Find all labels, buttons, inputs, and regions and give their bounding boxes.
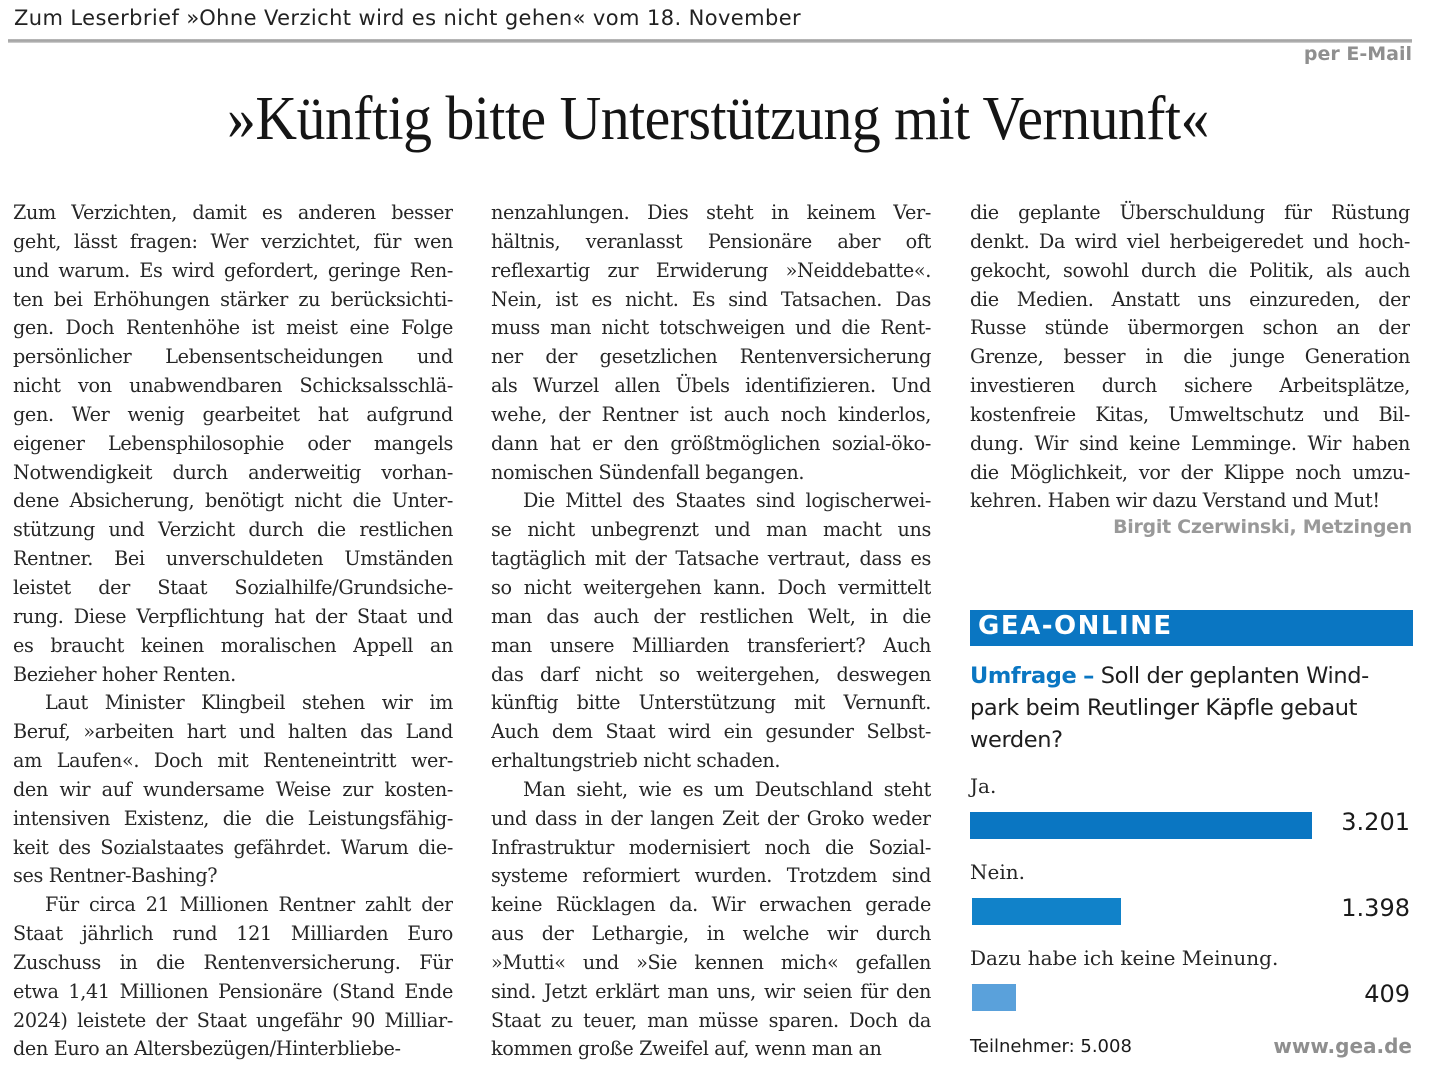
article-line: wehe, der Rentner ist auch noch kinderlos, bbox=[491, 402, 931, 426]
article-line: nomischen Sündenfall begangen. bbox=[491, 460, 805, 484]
article-line: erhaltungstrieb nicht schaden. bbox=[491, 749, 781, 773]
article-line: Für circa 21 Millionen Rentner zahlt der bbox=[45, 893, 453, 917]
article-line: ner der gesetzlichen Rentenversicherung bbox=[491, 345, 931, 369]
article-line: se nicht unbegrenzt und man macht uns bbox=[491, 518, 931, 542]
poll-option-value: 1.398 bbox=[1341, 894, 1410, 922]
article-line: Staat zu teuer, man müsse sparen. Doch da bbox=[491, 1008, 931, 1032]
article-line: sind. Jetzt erklärt man uns, wir seien für den bbox=[491, 979, 931, 1003]
article-line: gen. Doch Rentenhöhe ist meist eine Folge bbox=[13, 316, 453, 340]
article-line: gen. Wer wenig gearbeitet hat aufgrund bbox=[13, 402, 453, 426]
article-line: keine Rücklagen da. Wir erwachen gerade bbox=[491, 893, 931, 917]
poll-option-label: Ja. bbox=[970, 774, 997, 798]
article-line: die Möglichkeit, vor der Klippe noch umzu- bbox=[970, 460, 1410, 484]
article-line: am Laufen«. Doch mit Renteneintritt wer- bbox=[13, 749, 453, 773]
article-line: Beruf, »arbeiten hart und halten das Land bbox=[13, 720, 453, 744]
source-label: per E-Mail bbox=[1303, 43, 1412, 65]
article-line: Staat jährlich rund 121 Milliarden Euro bbox=[13, 922, 453, 946]
article-line: »Mutti« und »Sie kennen mich« gefallen bbox=[491, 950, 931, 974]
article-line: etwa 1,41 Millionen Pensionäre (Stand Ende bbox=[13, 979, 453, 1003]
article-line: kommen große Zweifel auf, wenn man an bbox=[491, 1037, 882, 1061]
article-line: dung. Wir sind keine Lemminge. Wir haben bbox=[970, 431, 1410, 455]
article-line: und warum. Es wird gefordert, geringe Ren- bbox=[13, 258, 453, 282]
poll-question-text: Soll der geplanten Wind-park beim Reutlinger Käpfle gebaut werden? bbox=[970, 663, 1369, 753]
article-line: kehren. Haben wir dazu Verstand und Mut! bbox=[970, 489, 1380, 513]
article-line: als Wurzel allen Übels identifizieren. Und bbox=[491, 374, 931, 398]
article-line: man unsere Milliarden transferiert? Auch bbox=[491, 633, 931, 657]
article-line: persönlicher Lebensentscheidungen und bbox=[13, 345, 453, 369]
article-line: stützung und Verzicht durch die restlichen bbox=[13, 518, 453, 542]
article-line: es braucht keinen moralischen Appell an bbox=[13, 633, 453, 657]
article-line: aus der Lethargie, in welche wir durch bbox=[491, 922, 931, 946]
article-line: ses Rentner-Bashing? bbox=[13, 864, 218, 888]
poll-participants: Teilnehmer: 5.008 bbox=[970, 1036, 1132, 1057]
poll-question bbox=[970, 660, 1415, 756]
article-line: man das auch der restlichen Welt, in die bbox=[491, 604, 931, 628]
article-line: dann hat er den größtmöglichen sozial-öko- bbox=[491, 431, 931, 455]
article-line: Zum Verzichten, damit es anderen besser bbox=[13, 201, 453, 224]
article-line: kostenfreie Kitas, Umweltschutz und Bil- bbox=[970, 402, 1410, 426]
article-line: die geplante Überschuldung für Rüstung bbox=[970, 201, 1410, 224]
article-line: Man sieht, wie es um Deutschland steht bbox=[523, 777, 931, 801]
poll-lead: Umfrage bbox=[970, 663, 1077, 689]
header-rule bbox=[8, 39, 1412, 43]
article-column-3 bbox=[970, 199, 1410, 516]
poll-option-value: 409 bbox=[1364, 980, 1410, 1008]
article-line: nenzahlungen. Dies steht in keinem Ver- bbox=[491, 201, 931, 224]
article-line: denkt. Da wird viel herbeigeredet und hoch- bbox=[970, 229, 1410, 253]
article-line: Auch dem Staat wird ein gesunder Selbst- bbox=[491, 720, 931, 744]
poll-result-bar bbox=[970, 812, 1312, 839]
article-line: Zuschuss in die Rentenversicherung. Für bbox=[13, 950, 453, 974]
article-line: Rentner. Bei unverschuldeten Umständen bbox=[13, 547, 453, 571]
article-line: dene Absicherung, benötigt nicht die Unter- bbox=[13, 489, 453, 513]
article-line: muss man nicht totschweigen und die Rent- bbox=[491, 316, 931, 340]
article-column-2 bbox=[491, 199, 931, 1064]
gea-online-label: GEA-ONLINE bbox=[978, 611, 1173, 641]
article-line: den Euro an Altersbezügen/Hinterbliebe- bbox=[13, 1037, 401, 1061]
poll-option-value: 3.201 bbox=[1341, 808, 1410, 836]
gea-online-banner bbox=[970, 610, 1413, 646]
article-line: die Medien. Anstatt uns einzureden, der bbox=[970, 287, 1410, 311]
article-line: investieren durch sichere Arbeitsplätze, bbox=[970, 374, 1410, 398]
article-line: Laut Minister Klingbeil stehen wir im bbox=[45, 691, 453, 715]
poll-option-label: Dazu habe ich keine Meinung. bbox=[970, 946, 1279, 970]
article-line: Infrastruktur modernisiert noch die Sozial- bbox=[491, 835, 931, 859]
article-line: tagtäglich mit der Tatsache vertraut, dass es bbox=[491, 547, 931, 571]
poll-result-bar bbox=[972, 898, 1121, 925]
article-line: rung. Diese Verpflichtung hat der Staat und bbox=[13, 604, 453, 628]
article-line: reflexartig zur Erwiderung »Neiddebatte«. bbox=[491, 258, 931, 282]
poll-result-bar bbox=[972, 984, 1016, 1011]
article-line: geht, lässt fragen: Wer verzichtet, für wen bbox=[13, 229, 453, 253]
article-line: Russe stünde übermorgen schon an der bbox=[970, 316, 1410, 340]
article-line: und dass in der langen Zeit der Groko weder bbox=[491, 806, 931, 830]
article-line: nicht von unabwendbaren Schicksalsschlä- bbox=[13, 374, 453, 398]
article-line: systeme reformiert wurden. Trotzdem sind bbox=[491, 864, 931, 888]
article-line: Die Mittel des Staates sind logischerwei- bbox=[523, 489, 931, 513]
article-line: künftig bitte Unterstützung mit Vernunft. bbox=[491, 691, 931, 715]
poll-option-label: Nein. bbox=[970, 860, 1025, 884]
article-line: ten bei Erhöhungen stärker zu berücksichti- bbox=[13, 287, 453, 311]
article-line: gekocht, sowohl durch die Politik, als auch bbox=[970, 258, 1410, 282]
article-line: so nicht weitergehen kann. Doch vermittelt bbox=[491, 575, 931, 599]
article-line: das darf nicht so weitergehen, deswegen bbox=[491, 662, 931, 686]
headline: »Künftig bitte Unterstützung mit Vernunft« bbox=[227, 85, 1209, 153]
article-line: Grenze, besser in die junge Generation bbox=[970, 345, 1410, 369]
article-line: Nein, ist es nicht. Es sind Tatsachen. Das bbox=[491, 287, 931, 311]
article-line: Bezieher hoher Renten. bbox=[13, 662, 236, 686]
article-line: 2024) leistete der Staat ungefähr 90 Milliar- bbox=[13, 1008, 453, 1032]
article-line: eigener Lebensphilosophie oder mangels bbox=[13, 431, 453, 455]
website-url: www.gea.de bbox=[1273, 1034, 1412, 1058]
poll-dash: – bbox=[1083, 663, 1094, 689]
article-column-1 bbox=[13, 199, 453, 1064]
kicker-line: Zum Leserbrief »Ohne Verzicht wird es nicht gehen« vom 18. November bbox=[14, 6, 802, 30]
article-line: hältnis, veranlasst Pensionäre aber oft bbox=[491, 229, 931, 253]
article-line: keit des Sozialstaates gefährdet. Warum die- bbox=[13, 835, 453, 859]
article-line: intensiven Existenz, die die Leistungsfähig- bbox=[13, 806, 453, 830]
article-line: den wir auf wundersame Weise zur kosten- bbox=[13, 777, 453, 801]
article-line: leistet der Staat Sozialhilfe/Grundsiche- bbox=[13, 575, 453, 599]
author-signature: Birgit Czerwinski, Metzingen bbox=[1113, 516, 1412, 538]
article-line: Notwendigkeit durch anderweitig vorhan- bbox=[13, 460, 453, 484]
